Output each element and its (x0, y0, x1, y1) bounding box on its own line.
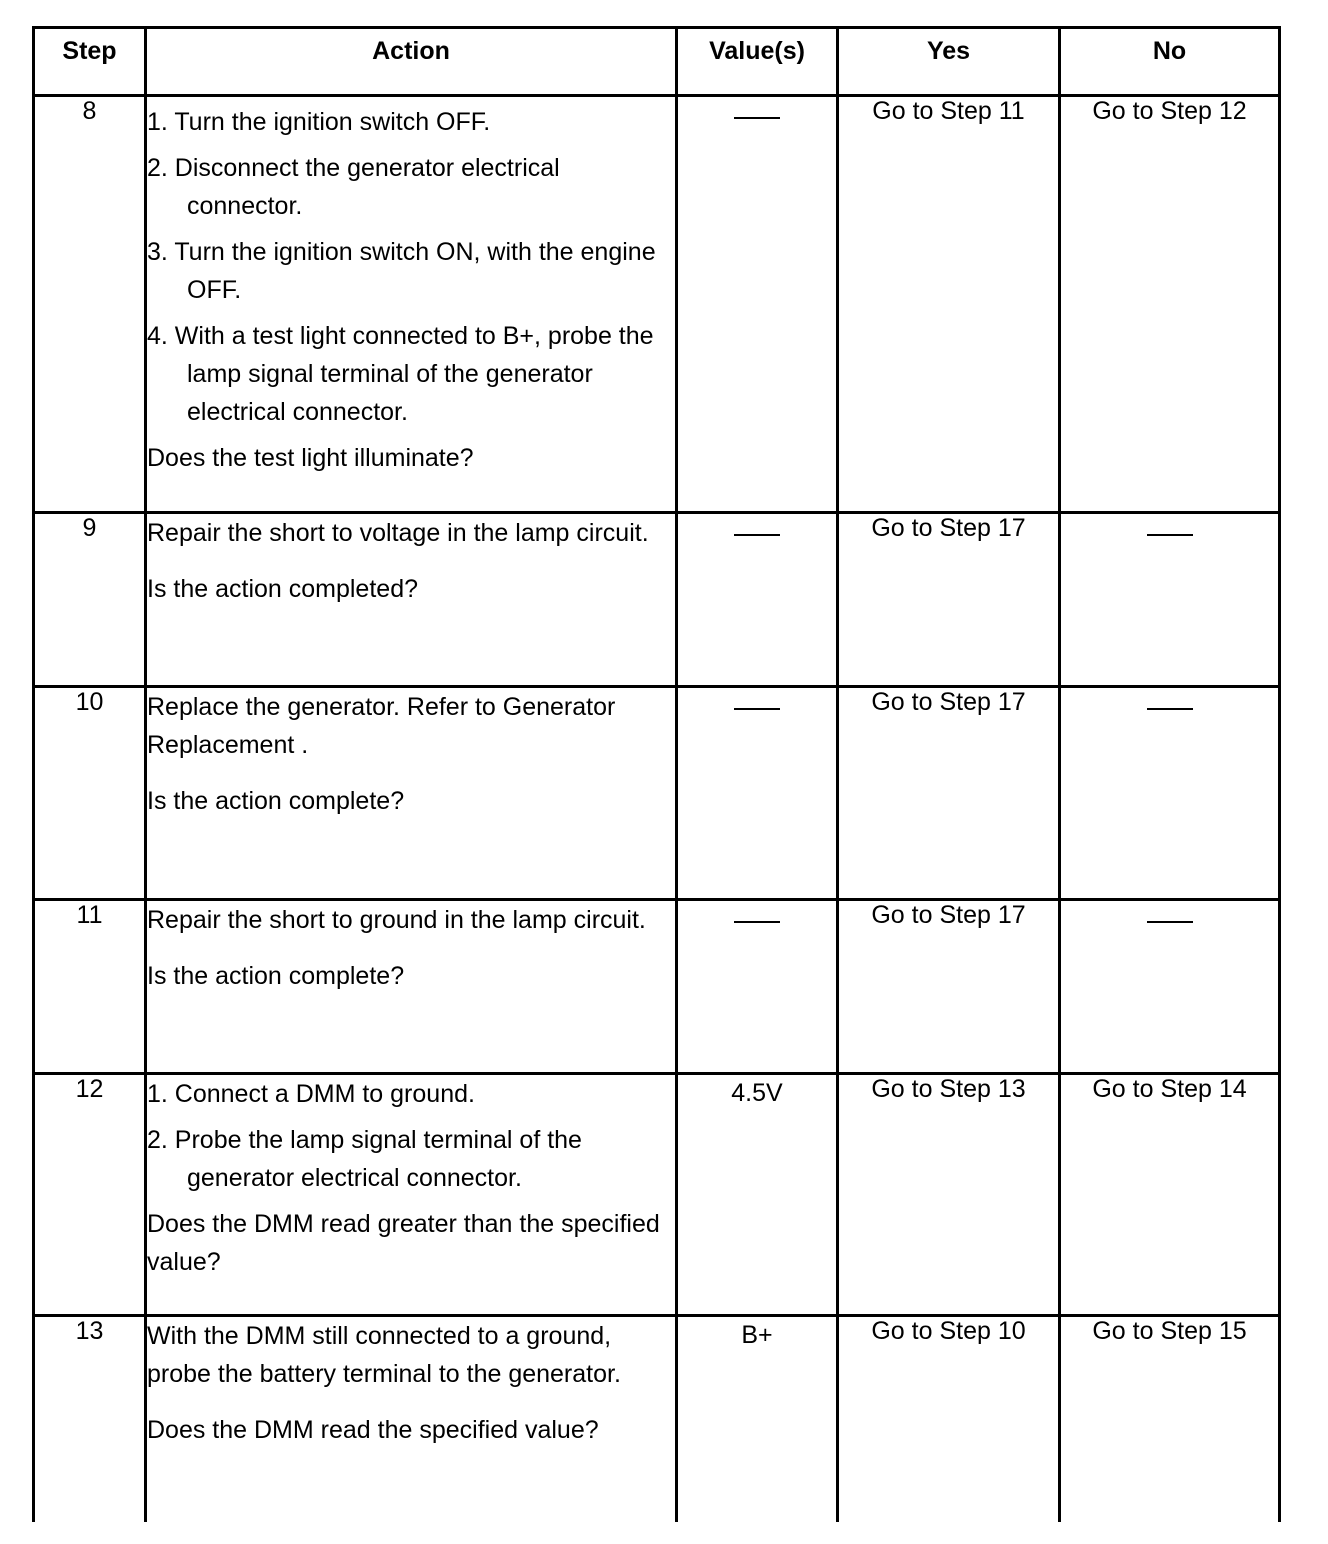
diagnostic-table (32, 26, 1281, 1522)
table-row (34, 1074, 1280, 1316)
header-no: No (1060, 28, 1280, 96)
value-cell: 4.5V (677, 1074, 838, 1316)
header-values: Value(s) (677, 28, 838, 96)
header-step: Step (34, 28, 146, 96)
action-line: Replace the generator. Refer to Generator Replacement . (147, 693, 616, 759)
action-question: Is the action complete? (147, 962, 405, 990)
step-number: 8 (34, 96, 146, 513)
action-cell (146, 1074, 677, 1316)
value-cell (677, 96, 838, 513)
empty-dash (1147, 534, 1193, 536)
value-cell (677, 687, 838, 900)
action-question: Does the test light illuminate? (147, 444, 474, 472)
no-cell (1060, 513, 1280, 687)
action-line: 1. Connect a DMM to ground. (147, 1080, 475, 1108)
empty-dash (734, 921, 780, 923)
action-cell (146, 687, 677, 900)
yes-cell: Go to Step 10 (838, 1316, 1060, 1522)
action-line: 4. With a test light connected to B+, probe the lamp signal terminal of the generator electrical connector. (147, 322, 654, 426)
step-number: 10 (34, 687, 146, 900)
header-row (34, 28, 1280, 96)
table-row (34, 687, 1280, 900)
action-question: Is the action completed? (147, 575, 418, 603)
no-cell (1060, 900, 1280, 1074)
action-line: Repair the short to ground in the lamp circuit. (147, 906, 646, 934)
action-line: 2. Probe the lamp signal terminal of the generator electrical connector. (147, 1126, 582, 1192)
header-yes: Yes (838, 28, 1060, 96)
action-cell (146, 513, 677, 687)
action-line: 1. Turn the ignition switch OFF. (147, 108, 491, 136)
action-cell (146, 1316, 677, 1522)
yes-cell: Go to Step 11 (838, 96, 1060, 513)
no-cell: Go to Step 14 (1060, 1074, 1280, 1316)
action-cell (146, 96, 677, 513)
value-cell (677, 900, 838, 1074)
empty-dash (1147, 708, 1193, 710)
empty-dash (1147, 921, 1193, 923)
header-action: Action (146, 28, 677, 96)
yes-cell: Go to Step 17 (838, 900, 1060, 1074)
yes-cell: Go to Step 13 (838, 1074, 1060, 1316)
no-cell: Go to Step 12 (1060, 96, 1280, 513)
yes-cell: Go to Step 17 (838, 687, 1060, 900)
no-cell: Go to Step 15 (1060, 1316, 1280, 1522)
table-row (34, 1316, 1280, 1522)
action-line: 3. Turn the ignition switch ON, with the engine OFF. (147, 238, 656, 304)
action-question: Does the DMM read greater than the specified value? (147, 1210, 660, 1276)
no-cell (1060, 687, 1280, 900)
step-number: 9 (34, 513, 146, 687)
step-number: 11 (34, 900, 146, 1074)
step-number: 12 (34, 1074, 146, 1316)
table-row (34, 513, 1280, 687)
table-row (34, 96, 1280, 513)
step-number: 13 (34, 1316, 146, 1522)
action-line: With the DMM still connected to a ground, probe the battery terminal to the generator. (147, 1322, 621, 1388)
yes-cell: Go to Step 17 (838, 513, 1060, 687)
action-cell (146, 900, 677, 1074)
action-line: 2. Disconnect the generator electrical connector. (147, 154, 560, 220)
empty-dash (734, 534, 780, 536)
table-row (34, 900, 1280, 1074)
action-question: Is the action complete? (147, 787, 405, 815)
value-cell: B+ (677, 1316, 838, 1522)
action-line: Repair the short to voltage in the lamp circuit. (147, 519, 649, 547)
empty-dash (734, 708, 780, 710)
action-question: Does the DMM read the specified value? (147, 1416, 599, 1444)
empty-dash (734, 117, 780, 119)
value-cell (677, 513, 838, 687)
